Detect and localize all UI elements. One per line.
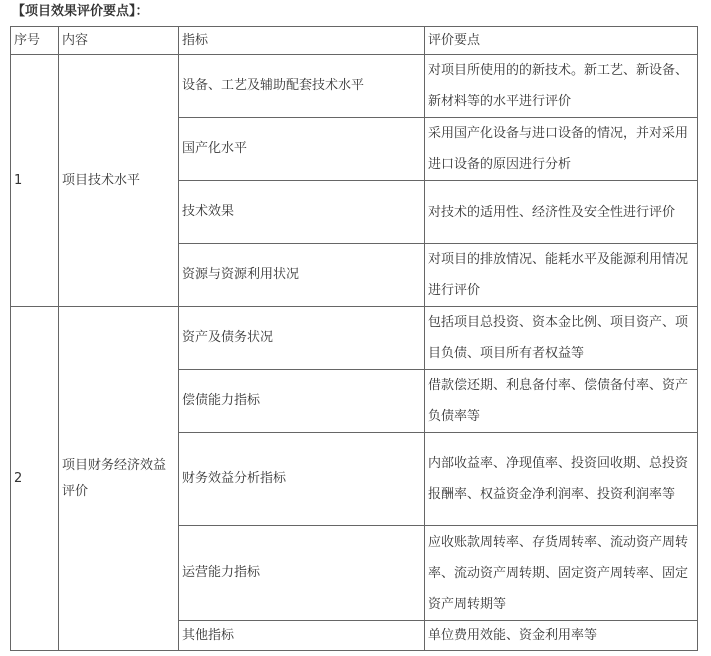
points-cell: 对项目所使用的的新技术。新工艺、新设备、新材料等的水平进行评价 — [425, 55, 698, 118]
points-cell: 包括项目总投资、资本金比例、项目资产、项目负债、项目所有者权益等 — [425, 307, 698, 370]
header-indicator: 指标 — [179, 27, 425, 55]
table-row — [11, 307, 698, 370]
table-header-row — [11, 27, 698, 55]
header-content: 内容 — [59, 27, 179, 55]
indicator-cell: 设备、工艺及辅助配套技术水平 — [179, 55, 425, 118]
table-row — [11, 55, 698, 118]
indicator-cell: 偿债能力指标 — [179, 370, 425, 433]
document-title: 【项目效果评价要点】： — [12, 4, 149, 19]
points-cell: 应收账款周转率、存货周转率、流动资产周转率、流动资产周转期、固定资产周转率、固定资产周转期等 — [425, 526, 698, 621]
points-cell: 对技术的适用性、经济性及安全性进行评价 — [425, 181, 698, 244]
points-cell: 采用国产化设备与进口设备的情况，并对采用进口设备的原因进行分析 — [425, 118, 698, 181]
indicator-cell: 资产及债务状况 — [179, 307, 425, 370]
evaluation-table — [10, 26, 698, 651]
group-content: 项目财务经济效益评价 — [59, 307, 179, 651]
header-no: 序号 — [11, 27, 59, 55]
indicator-cell: 财务效益分析指标 — [179, 433, 425, 526]
header-points: 评价要点 — [425, 27, 698, 55]
points-cell: 借款偿还期、利息备付率、偿债备付率、资产负债率等 — [425, 370, 698, 433]
points-cell: 单位费用效能、资金利用率等 — [425, 621, 698, 651]
points-cell: 内部收益率、净现值率、投资回收期、总投资报酬率、权益资金净利润率、投资利润率等 — [425, 433, 698, 526]
indicator-cell: 国产化水平 — [179, 118, 425, 181]
indicator-cell: 技术效果 — [179, 181, 425, 244]
indicator-cell: 资源与资源利用状况 — [179, 244, 425, 307]
indicator-cell: 运营能力指标 — [179, 526, 425, 621]
group-no: 2 — [11, 307, 59, 651]
indicator-cell: 其他指标 — [179, 621, 425, 651]
group-content: 项目技术水平 — [59, 55, 179, 307]
points-cell: 对项目的排放情况、能耗水平及能源利用情况进行评价 — [425, 244, 698, 307]
group-no: 1 — [11, 55, 59, 307]
